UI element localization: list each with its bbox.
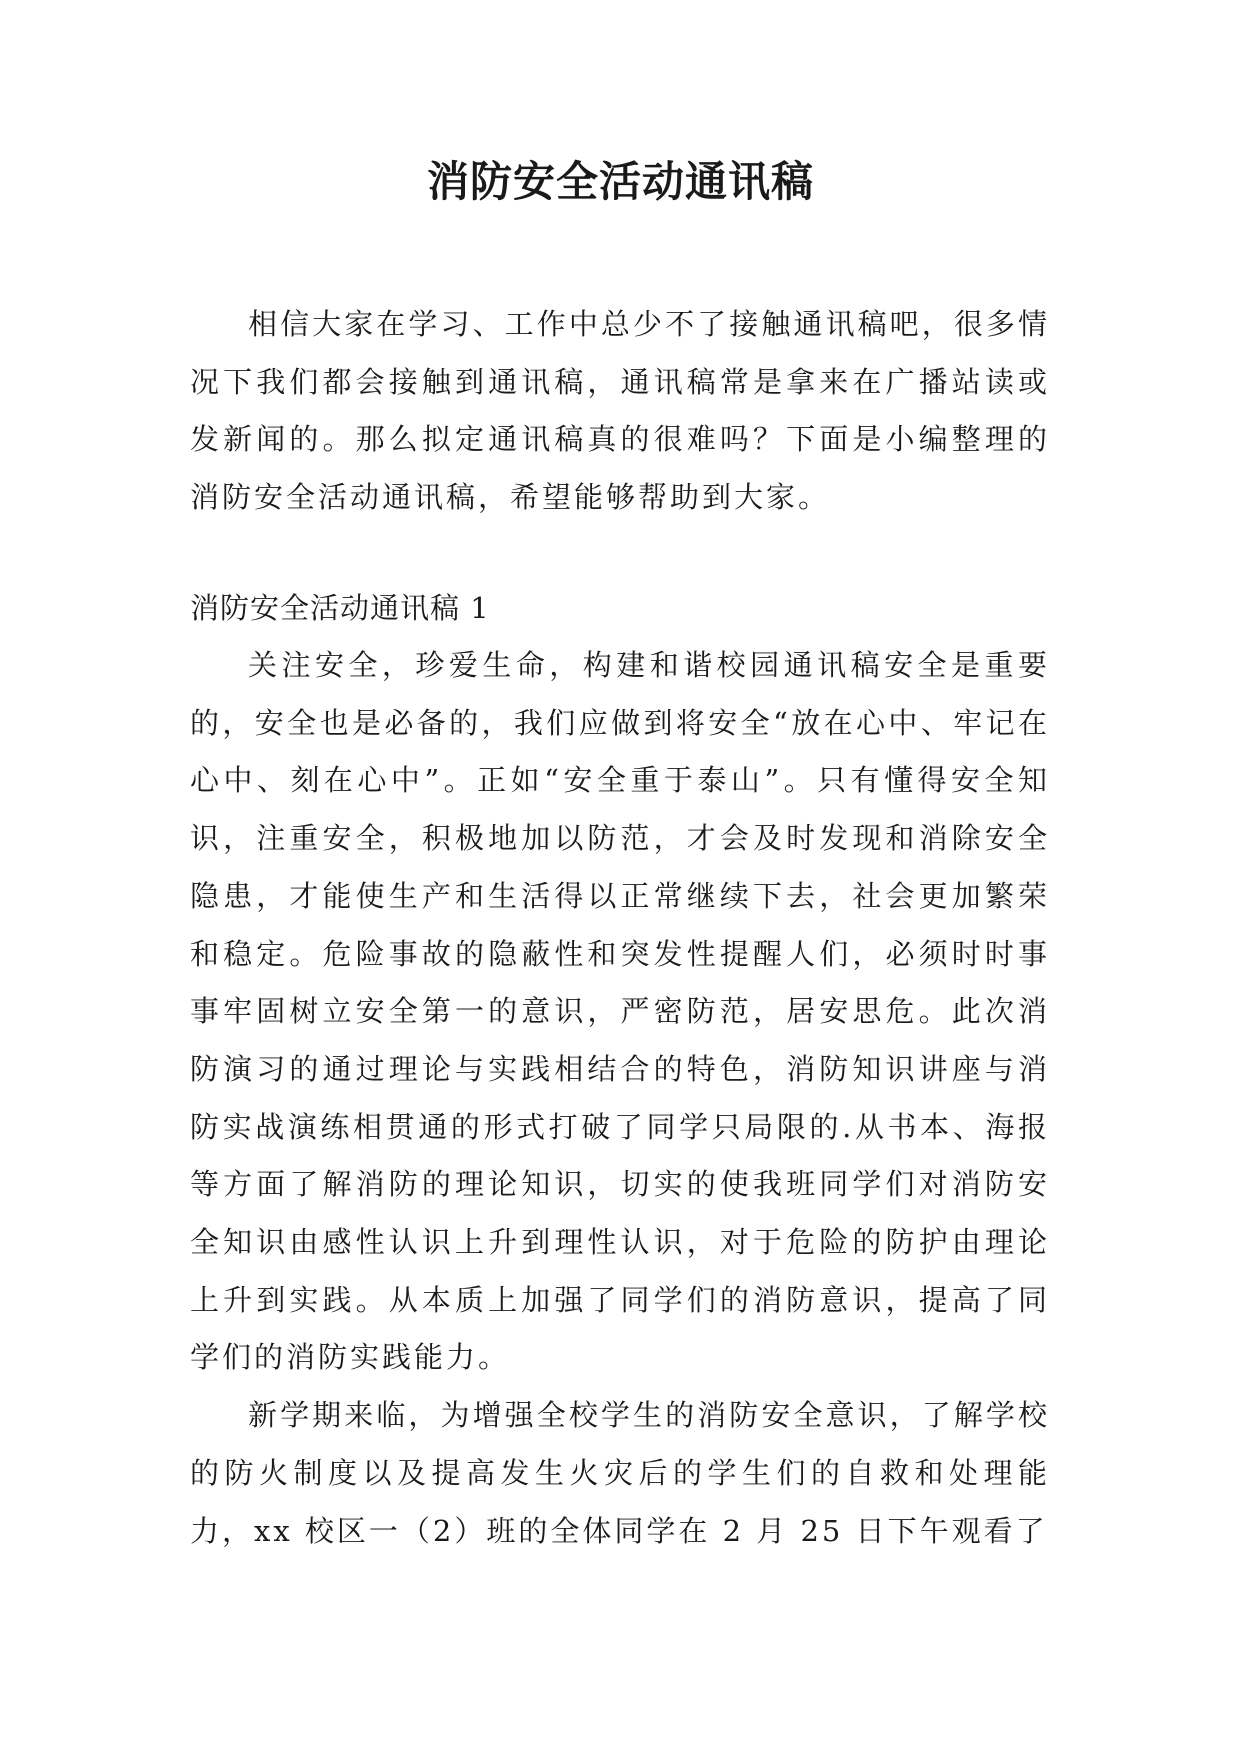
intro-paragraph: 相信大家在学习、工作中总少不了接触通讯稿吧，很多情况下我们都会接触到通讯稿，通讯稿常是拿来在广播站读或发新闻的。那么拟定通讯稿真的很难吗？下面是小编整理的消防安全活动通讯稿，希望能够帮助到大家。 <box>190 307 1050 515</box>
body-paragraph-2: 新学期来临，为增强全校学生的消防安全意识，了解学校的防火制度以及提高发生火灾后的学生们的自救和处理能力，xx 校区一（2）班的全体同学在 2 月 25 日下午观看了 <box>190 1398 1050 1548</box>
intro-paragraph-block <box>190 296 1050 527</box>
section-body <box>190 637 1050 1560</box>
document-title: 消防安全活动通讯稿 <box>426 157 814 206</box>
section-heading: 消防安全活动通讯稿 1 <box>190 591 490 625</box>
body-paragraph-1: 关注安全，珍爱生命，构建和谐校园通讯稿安全是重要的，安全也是必备的，我们应做到将安全“放在心中、牢记在心中、刻在心中”。正如“安全重于泰山”。只有懂得安全知识，注重安全，积极地加以防范，才会及时发现和消除安全隐患，才能使生产和生活得以正常继续下去，社会更加繁荣和稳定。危险事故的隐蔽性和突发性提醒人们，必须时时事事牢固树立安全第一的意识，严密防范，居安思危。此次消防演习的通过理论与实践相结合的特色，消防知识讲座与消防实战演练相贯通的形式打破了同学只局限的.从书本、海报等方面了解消防的理论知识，切实的使我班同学们对消防安全知识由感性认识上升到理性认识，对于危险的防护由理论上升到实践。从本质上加强了同学们的消防意识，提高了同学们的消防实践能力。 <box>190 648 1050 1375</box>
